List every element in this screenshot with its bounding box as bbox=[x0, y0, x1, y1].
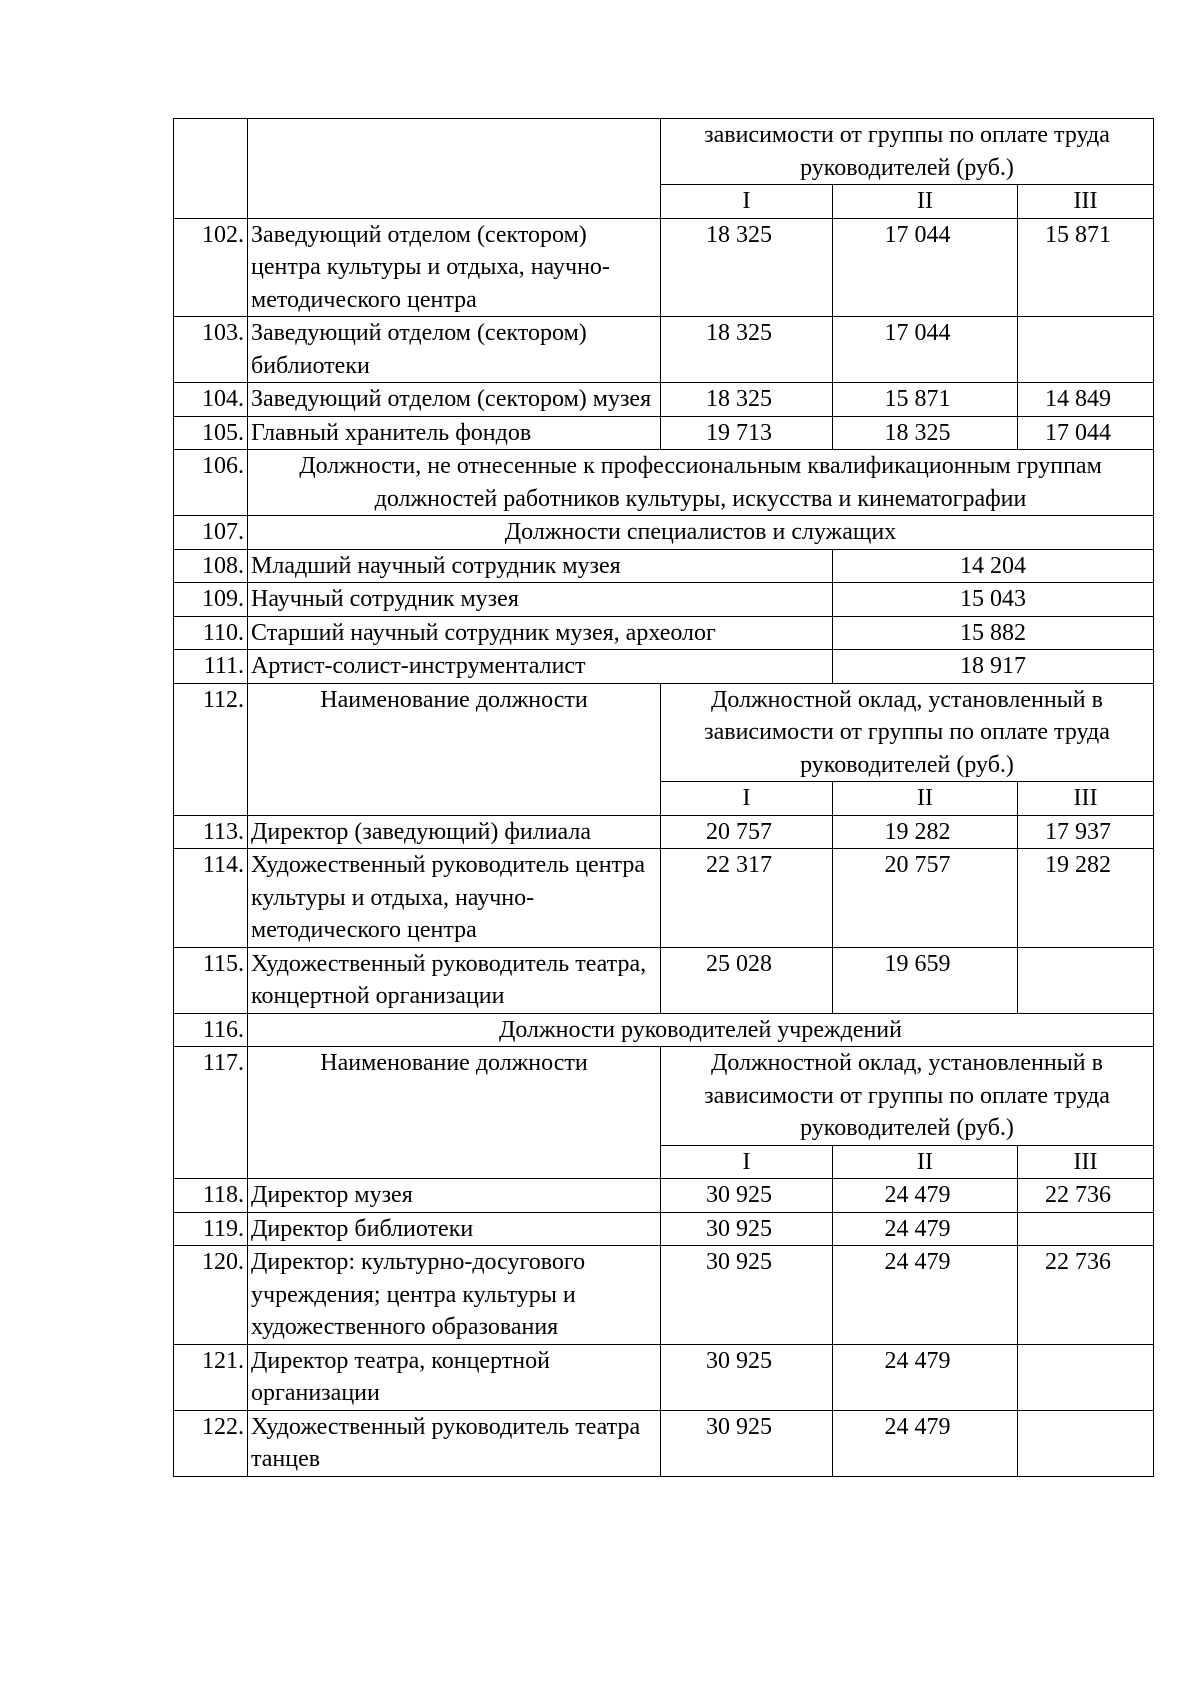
salary-group-2: 17 044 bbox=[833, 218, 1018, 317]
position-name: Директор театра, концертной организации bbox=[248, 1344, 661, 1410]
column-header-name: Наименование должности bbox=[248, 1047, 661, 1179]
salary-group-3 bbox=[1018, 1344, 1154, 1410]
table-row bbox=[174, 1212, 1154, 1246]
table-row bbox=[174, 317, 1154, 383]
salary-group-1: 18 325 bbox=[661, 317, 833, 383]
position-name: Директор библиотеки bbox=[248, 1212, 661, 1246]
table-row bbox=[174, 583, 1154, 617]
group-2-header: II bbox=[833, 782, 1018, 816]
table-row bbox=[174, 549, 1154, 583]
salary-group-2: 18 325 bbox=[833, 416, 1018, 450]
salary-value: 15 043 bbox=[833, 583, 1154, 617]
table-row bbox=[174, 947, 1154, 1013]
row-number: 113. bbox=[174, 815, 248, 849]
salary-group-1: 30 925 bbox=[661, 1179, 833, 1213]
row-number: 114. bbox=[174, 849, 248, 948]
salary-group-2: 19 659 bbox=[833, 947, 1018, 1013]
position-name: Главный хранитель фондов bbox=[248, 416, 661, 450]
salary-group-3 bbox=[1018, 317, 1154, 383]
row-number: 121. bbox=[174, 1344, 248, 1410]
section-heading: Должности, не отнесенные к профессиональным квалификационным группам должностей работников культуры, искусства и кинематографии bbox=[248, 450, 1154, 516]
group-1-header: I bbox=[661, 185, 833, 219]
position-name: Заведующий отделом (сектором) библиотеки bbox=[248, 317, 661, 383]
position-name: Художественный руководитель центра культуры и отдыха, научно-методического центра bbox=[248, 849, 661, 948]
row-number: 107. bbox=[174, 516, 248, 550]
table-row bbox=[174, 1047, 1154, 1146]
row-number: 118. bbox=[174, 1179, 248, 1213]
salary-group-2: 20 757 bbox=[833, 849, 1018, 948]
section-heading: Должности руководителей учреждений bbox=[248, 1013, 1154, 1047]
column-header-salary: Должностной оклад, установленный в зависимости от группы по оплате труда руководителей (руб.) bbox=[661, 1047, 1154, 1146]
row-number: 105. bbox=[174, 416, 248, 450]
row-number: 110. bbox=[174, 616, 248, 650]
position-name: Директор (заведующий) филиала bbox=[248, 815, 661, 849]
salary-group-1: 30 925 bbox=[661, 1410, 833, 1476]
row-number: 111. bbox=[174, 650, 248, 684]
position-name: Директор музея bbox=[248, 1179, 661, 1213]
group-1-header: I bbox=[661, 782, 833, 816]
salary-group-2: 17 044 bbox=[833, 317, 1018, 383]
table-row bbox=[174, 516, 1154, 550]
table-row bbox=[174, 815, 1154, 849]
salary-group-3: 17 044 bbox=[1018, 416, 1154, 450]
salary-group-3 bbox=[1018, 947, 1154, 1013]
row-number: 103. bbox=[174, 317, 248, 383]
row-number: 120. bbox=[174, 1246, 248, 1345]
group-3-header: III bbox=[1018, 1145, 1154, 1179]
row-number: 122. bbox=[174, 1410, 248, 1476]
salary-group-1: 18 325 bbox=[661, 383, 833, 417]
group-2-header: II bbox=[833, 1145, 1018, 1179]
salary-group-1: 25 028 bbox=[661, 947, 833, 1013]
table-row bbox=[174, 1410, 1154, 1476]
salary-group-1: 19 713 bbox=[661, 416, 833, 450]
position-name: Директор: культурно-досугового учреждения; центра культуры и художественного образования bbox=[248, 1246, 661, 1345]
position-name: Художественный руководитель театра, концертной организации bbox=[248, 947, 661, 1013]
salary-group-3 bbox=[1018, 1410, 1154, 1476]
group-2-header: II bbox=[833, 185, 1018, 219]
row-number: 109. bbox=[174, 583, 248, 617]
row-number: 108. bbox=[174, 549, 248, 583]
section-heading: Должности специалистов и служащих bbox=[248, 516, 1154, 550]
table-row bbox=[174, 218, 1154, 317]
salary-group-2: 24 479 bbox=[833, 1246, 1018, 1345]
row-number: 112. bbox=[174, 683, 248, 815]
salary-group-1: 30 925 bbox=[661, 1344, 833, 1410]
name-cell bbox=[248, 119, 661, 219]
position-name: Старший научный сотрудник музея, археолог bbox=[248, 616, 833, 650]
salary-group-1: 22 317 bbox=[661, 849, 833, 948]
row-number: 119. bbox=[174, 1212, 248, 1246]
position-name: Младший научный сотрудник музея bbox=[248, 549, 833, 583]
salary-group-3: 19 282 bbox=[1018, 849, 1154, 948]
row-number: 106. bbox=[174, 450, 248, 516]
salary-header-cell: зависимости от группы по оплате труда руководителей (руб.) bbox=[661, 119, 1154, 185]
position-name: Заведующий отделом (сектором) музея bbox=[248, 383, 661, 417]
table-row bbox=[174, 683, 1154, 782]
row-number: 115. bbox=[174, 947, 248, 1013]
row-number: 104. bbox=[174, 383, 248, 417]
salary-group-3: 15 871 bbox=[1018, 218, 1154, 317]
salary-group-1: 18 325 bbox=[661, 218, 833, 317]
salary-group-3 bbox=[1018, 1212, 1154, 1246]
salary-group-2: 24 479 bbox=[833, 1344, 1018, 1410]
table-row bbox=[174, 1013, 1154, 1047]
salary-group-2: 15 871 bbox=[833, 383, 1018, 417]
table-row bbox=[174, 383, 1154, 417]
column-header-salary: Должностной оклад, установленный в зависимости от группы по оплате труда руководителей (руб.) bbox=[661, 683, 1154, 782]
table-row bbox=[174, 616, 1154, 650]
salary-group-3: 14 849 bbox=[1018, 383, 1154, 417]
salary-group-2: 24 479 bbox=[833, 1212, 1018, 1246]
group-3-header: III bbox=[1018, 185, 1154, 219]
position-name: Научный сотрудник музея bbox=[248, 583, 833, 617]
table-row bbox=[174, 1246, 1154, 1345]
position-name: Артист-солист-инструменталист bbox=[248, 650, 833, 684]
table-row bbox=[174, 450, 1154, 516]
salary-group-3: 22 736 bbox=[1018, 1246, 1154, 1345]
table-row bbox=[174, 119, 1154, 185]
salary-group-2: 19 282 bbox=[833, 815, 1018, 849]
table-row bbox=[174, 1344, 1154, 1410]
position-name: Художественный руководитель театра танцев bbox=[248, 1410, 661, 1476]
salary-group-1: 30 925 bbox=[661, 1246, 833, 1345]
group-3-header: III bbox=[1018, 782, 1154, 816]
table-row bbox=[174, 650, 1154, 684]
number-cell bbox=[174, 119, 248, 219]
salary-value: 18 917 bbox=[833, 650, 1154, 684]
table-row bbox=[174, 1179, 1154, 1213]
salary-table bbox=[173, 118, 1154, 1477]
salary-group-1: 30 925 bbox=[661, 1212, 833, 1246]
salary-value: 14 204 bbox=[833, 549, 1154, 583]
group-1-header: I bbox=[661, 1145, 833, 1179]
table-row bbox=[174, 416, 1154, 450]
salary-group-3: 22 736 bbox=[1018, 1179, 1154, 1213]
row-number: 116. bbox=[174, 1013, 248, 1047]
position-name: Заведующий отделом (сектором) центра культуры и отдыха, научно-методического центра bbox=[248, 218, 661, 317]
salary-group-2: 24 479 bbox=[833, 1179, 1018, 1213]
column-header-name: Наименование должности bbox=[248, 683, 661, 815]
row-number: 102. bbox=[174, 218, 248, 317]
table-row bbox=[174, 849, 1154, 948]
salary-group-1: 20 757 bbox=[661, 815, 833, 849]
salary-group-3: 17 937 bbox=[1018, 815, 1154, 849]
salary-value: 15 882 bbox=[833, 616, 1154, 650]
row-number: 117. bbox=[174, 1047, 248, 1179]
salary-group-2: 24 479 bbox=[833, 1410, 1018, 1476]
